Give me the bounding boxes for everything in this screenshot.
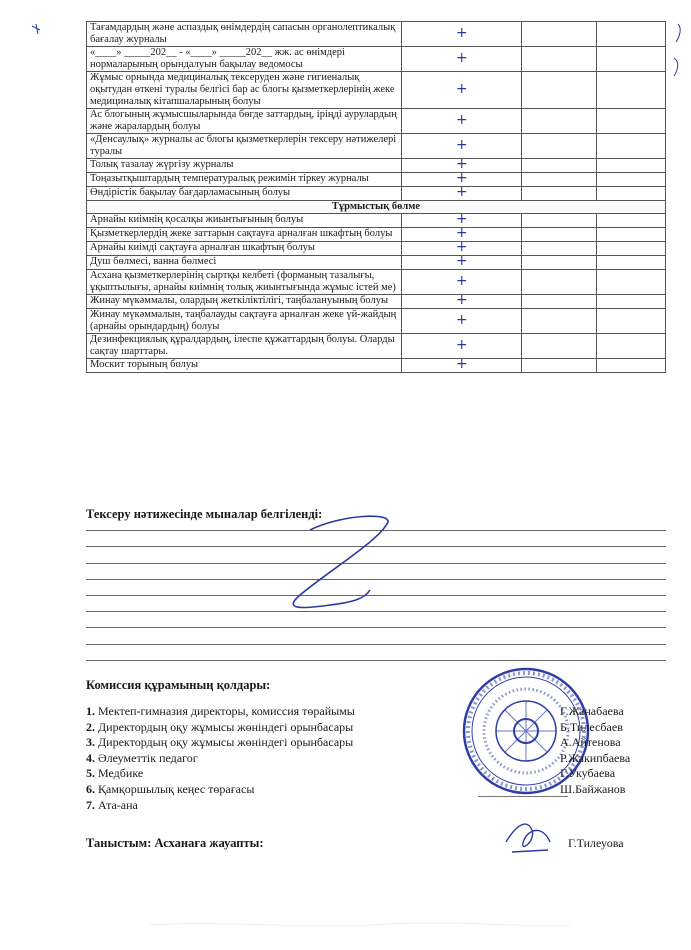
handwritten-plus-mark: + — [455, 80, 468, 97]
inspection-checklist-table — [86, 21, 666, 373]
empty-cell — [597, 270, 666, 295]
empty-cell — [597, 359, 666, 373]
checklist-mark-cell — [402, 292, 522, 309]
faint-bleed-through — [150, 910, 570, 940]
handwritten-plus-mark: + — [455, 24, 468, 41]
handwritten-signature — [498, 812, 558, 862]
handwritten-plus-mark: + — [455, 311, 468, 328]
empty-cell — [597, 334, 666, 359]
checklist-item-text: Өндірістік бақылау бағдарламасының болуы — [87, 187, 402, 201]
empty-cell — [522, 334, 597, 359]
empty-cell — [597, 159, 666, 173]
empty-cell — [597, 309, 666, 334]
checklist-item-text: Москит торының болуы — [87, 359, 402, 373]
empty-cell — [597, 134, 666, 159]
empty-cell — [522, 214, 597, 228]
empty-cell — [522, 47, 597, 72]
handwritten-plus-mark: + — [455, 111, 468, 128]
handwritten-plus-mark: + — [455, 170, 468, 186]
checklist-row — [87, 228, 666, 242]
handwritten-plus-mark: + — [455, 239, 468, 255]
empty-cell — [522, 309, 597, 334]
member-row: 2. Директордың оқу жұмысы жөніндегі орынбасары — [86, 719, 354, 734]
checklist-row — [87, 270, 666, 295]
checklist-mark-cell — [402, 22, 522, 47]
empty-cell — [597, 109, 666, 134]
checklist-item-text: Жинау мүкәммалы, олардың жеткіліктілігі, таңбалануының болуы — [87, 295, 402, 309]
handwritten-plus-mark: + — [455, 184, 468, 200]
checklist-body — [87, 22, 666, 373]
section-header-row — [87, 201, 666, 214]
checklist-item-text: Тағамдардың және аспаздық өнімдердің сапасын органолептикалық бағалау журналы — [87, 22, 402, 47]
handwritten-plus-mark: + — [455, 272, 468, 289]
handwritten-plus-mark: + — [455, 136, 468, 153]
empty-cell — [522, 134, 597, 159]
checklist-mark-cell — [402, 253, 522, 270]
handwritten-plus-mark: + — [455, 253, 468, 269]
member-row: 1. Мектеп-гимназия директоры, комиссия төрайымы — [86, 704, 355, 718]
empty-cell — [597, 22, 666, 47]
checklist-row — [87, 359, 666, 373]
empty-cell — [522, 187, 597, 201]
empty-cell — [522, 228, 597, 242]
checklist-row — [87, 242, 666, 256]
empty-cell — [597, 214, 666, 228]
member-row: 7. Ата-ана — [86, 797, 138, 812]
checklist-row — [87, 256, 666, 270]
checklist-item-text: Жұмыс орнында медициналық тексеруден және гигиеналық оқытудан өткені туралы белгісі бар ас блогы қызметкерлерінің жеке медициналық кітапшаларының болуы — [87, 72, 402, 109]
handwritten-plus-mark: + — [455, 356, 468, 372]
checklist-row — [87, 214, 666, 228]
empty-cell — [522, 242, 597, 256]
empty-cell — [597, 47, 666, 72]
empty-cell — [597, 72, 666, 109]
handwritten-plus-mark: + — [455, 49, 468, 66]
signature-line — [478, 796, 568, 797]
member-name: Г.Укубаева — [560, 766, 616, 781]
handwritten-plus-mark: + — [455, 225, 468, 241]
acquainted-label: Таныстым: Асханаға жауапты: — [86, 836, 264, 850]
handwritten-plus-mark: + — [455, 292, 468, 308]
member-row: 4. Әлеуметтік педагог — [86, 750, 198, 765]
empty-cell — [597, 256, 666, 270]
checklist-item-text: Ас блогының жұмысшыларында бөгде заттардың, іріңді аурулардың және жаралардың болуы — [87, 109, 402, 134]
checklist-item-text: Душ бөлмесі, ванна бөлмесі — [87, 256, 402, 270]
empty-cell — [522, 159, 597, 173]
checklist-row — [87, 334, 666, 359]
handwritten-plus-mark: + — [455, 156, 468, 172]
pen-mark-icon — [668, 18, 688, 88]
empty-cell — [597, 187, 666, 201]
checklist-item-text: Толық тазалау жүргізу журналы — [87, 159, 402, 173]
commission-member-list — [86, 704, 355, 813]
empty-cell — [522, 22, 597, 47]
checklist-row — [87, 187, 666, 201]
member-row: 6. Қамқоршылық кеңес төрағасы — [86, 781, 255, 796]
checklist-row — [87, 47, 666, 72]
blank-line — [86, 628, 666, 644]
section-header: Тұрмыстық бөлме — [87, 201, 666, 214]
checklist-item-text: Қызметкерлердің жеке заттарын сақтауға арналған шкафтың болуы — [87, 228, 402, 242]
empty-cell — [597, 242, 666, 256]
handwritten-plus-mark: + — [455, 336, 468, 353]
checklist-item-text: Асхана қызметкерлерінің сыртқы келбеті (форманың тазалығы, ұқыптылығы, арнайы киімнің толық жиынтығында жұмыс істей ме) — [87, 270, 402, 295]
checklist-item-text: Арнайы киімді сақтауға арналған шкафтың болуы — [87, 242, 402, 256]
empty-cell — [522, 72, 597, 109]
checklist-mark-cell — [402, 109, 522, 134]
checklist-mark-cell — [402, 334, 522, 359]
empty-cell — [522, 109, 597, 134]
empty-cell — [597, 228, 666, 242]
empty-cell — [522, 359, 597, 373]
member-name: Г.Жанабаева — [560, 704, 624, 718]
blank-line — [86, 645, 666, 661]
checklist-item-text: «____» _____202__ - «____» _____202__ жж. ас өнімдері нормаларының орындалуын бақылау ведомосы — [87, 47, 402, 72]
checklist-mark-cell — [402, 356, 522, 373]
checklist-item-text: Дезинфекциялық құралдардың, ілеспе құжаттардың болуы. Оларды сақтау шарттары. — [87, 334, 402, 359]
empty-cell — [522, 295, 597, 309]
empty-cell — [522, 256, 597, 270]
empty-cell — [597, 173, 666, 187]
checklist-row — [87, 309, 666, 334]
handwritten-plus-mark: + — [455, 211, 468, 227]
commission-title: Комиссия құрамының қолдары: — [86, 678, 271, 692]
empty-cell — [597, 295, 666, 309]
member-name: Р.Жакипбаева — [560, 750, 631, 765]
findings-title: Тексеру нәтижесінде мыналар белгіленді: — [86, 507, 323, 521]
member-name: А.Айтенова — [560, 735, 621, 750]
pen-mark-icon — [30, 22, 44, 36]
checklist-row — [87, 109, 666, 134]
checklist-row — [87, 134, 666, 159]
checklist-mark-cell — [402, 270, 522, 295]
checklist-row — [87, 72, 666, 109]
checklist-mark-cell — [402, 47, 522, 72]
checklist-item-text: Жинау мүкәммалын, таңбалауды сақтауға арналған жеке үй-жайдың (арнайы орындардың) болуы — [87, 309, 402, 334]
checklist-mark-cell — [402, 134, 522, 159]
checklist-row — [87, 173, 666, 187]
checklist-item-text: Арнайы киімнің қосалқы жиынтығының болуы — [87, 214, 402, 228]
empty-cell — [522, 270, 597, 295]
member-name: Б.Тилесбаев — [560, 719, 623, 734]
member-row: 3. Директордың оқу жұмысы жөніндегі орынбасары — [86, 735, 354, 750]
acquainted-name: Г.Тилеуова — [568, 836, 624, 850]
checklist-mark-cell — [402, 184, 522, 201]
checklist-mark-cell — [402, 309, 522, 334]
strike-through-scribble — [270, 510, 400, 620]
checklist-mark-cell — [402, 72, 522, 109]
checklist-item-text: «Денсаулық» журналы ас блогы қызметкерлерін тексеру нәтижелері туралы — [87, 134, 402, 159]
member-name: Ш.Байжанов — [560, 782, 626, 796]
member-row: 5. Медбике — [86, 766, 144, 781]
empty-cell — [522, 173, 597, 187]
checklist-row — [87, 295, 666, 309]
checklist-item-text: Тоңазытқыштардың температуралық режимін тіркеу журналы — [87, 173, 402, 187]
checklist-row — [87, 159, 666, 173]
checklist-row — [87, 22, 666, 47]
